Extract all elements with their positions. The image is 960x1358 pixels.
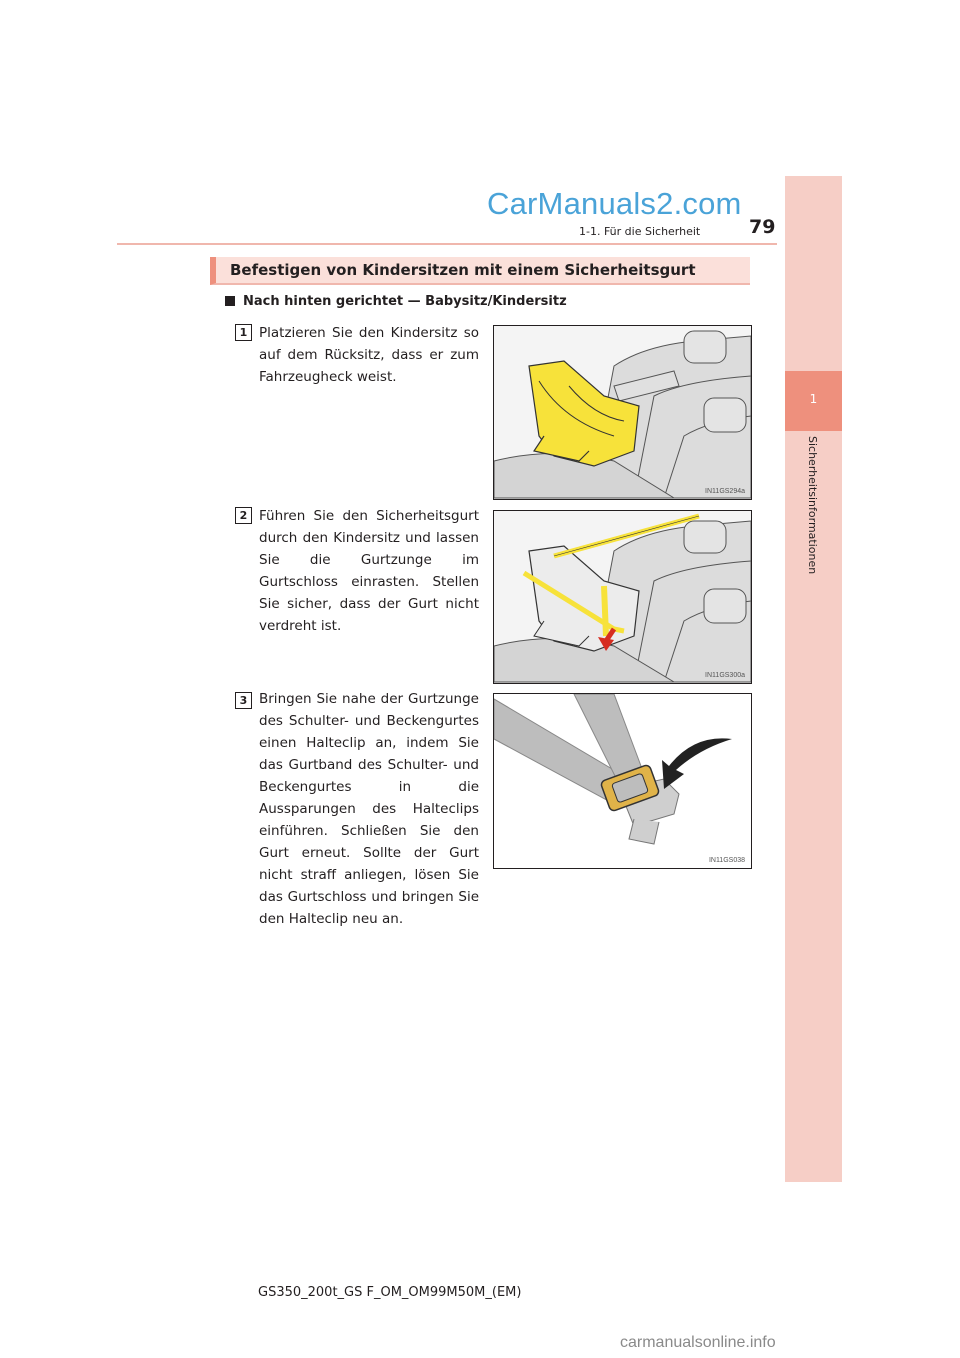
subheading-text: Nach hinten gerichtet — Babysitz/Kindersitz <box>243 294 567 309</box>
header-rule <box>117 243 777 245</box>
page-number: 79 <box>749 216 776 238</box>
step-number-3: 3 <box>235 692 252 709</box>
section-title: 1-1. Für die Sicherheit <box>579 225 701 238</box>
figure-code: IN11GS300a <box>705 672 745 679</box>
step-number-2: 2 <box>235 507 252 524</box>
section-heading-text: Befestigen von Kindersitzen mit einem Sicherheitsgurt <box>230 261 696 279</box>
watermark-top: CarManuals2.com <box>487 186 742 221</box>
step-text-1: Platzieren Sie den Kindersitz so auf dem Rücksitz, dass er zum Fahrzeugheck weist. <box>259 325 479 385</box>
chapter-sidebar <box>785 176 842 1182</box>
step-number-1: 1 <box>235 324 252 341</box>
figure-code: IN11GS294a <box>705 488 745 495</box>
section-heading <box>210 257 750 285</box>
step-text-2: Führen Sie den Sicherheitsgurt durch den Kindersitz und lassen Sie die Gurtzunge im Gurtschloss einrasten. Stellen Sie sicher, dass der Gurt nicht verdreht ist. <box>259 508 479 634</box>
figure-locking-clip <box>493 693 752 869</box>
figure-code: IN11GS038 <box>708 857 745 864</box>
step-text-3: Bringen Sie nahe der Gurtzunge des Schulter- und Beckengurtes einen Halteclip an, indem Sie das Gurtband des Schulter- und Beckengurtes in die Aussparungen des Halteclips einführen. Schließen Sie den Gurt erneut. Sollte der Gurt nicht straff anliegen, lösen Sie das Gurtschloss und bringen Sie den Halteclip neu an. <box>259 691 479 927</box>
chapter-number: 1 <box>809 392 818 406</box>
subheading <box>225 294 567 309</box>
figure-child-seat-rear-facing <box>493 325 752 500</box>
square-bullet-icon <box>225 296 235 306</box>
chapter-title: Sicherheitsinformationen <box>806 436 819 575</box>
watermark-bottom: carmanualsonline.info <box>620 1334 776 1351</box>
document-id: GS350_200t_GS F_OM_OM99M50M_(EM) <box>258 1285 522 1300</box>
figure-belt-routing <box>493 510 752 684</box>
